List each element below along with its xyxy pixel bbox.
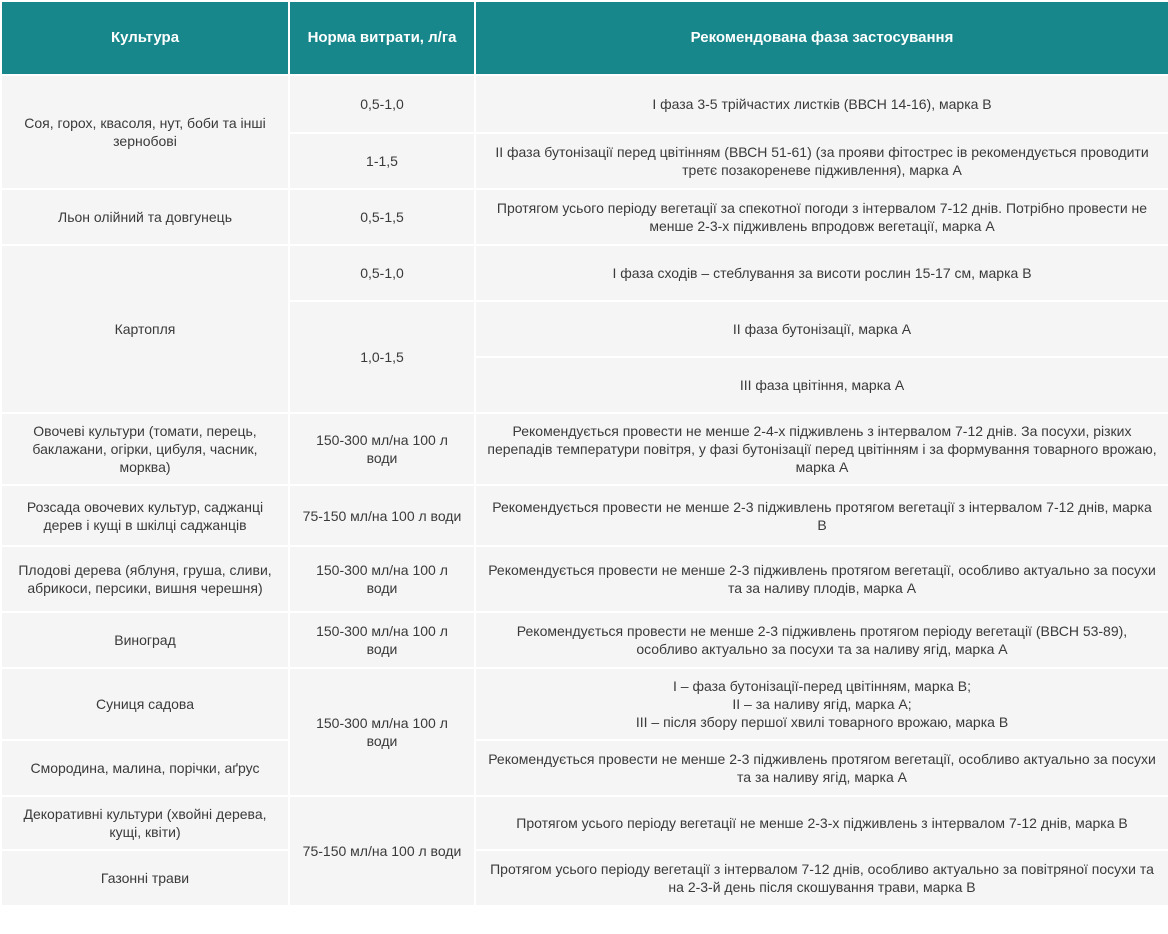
crop-cell: Газонні трави bbox=[2, 851, 288, 905]
rate-cell: 1,0-1,5 bbox=[290, 302, 474, 412]
phase-cell: Рекомендується провести не менше 2-3 підживлень протягом вегетації, особливо актуально за посухи та за наливу ягід, марка А bbox=[476, 741, 1168, 795]
rate-cell: 75-150 мл/на 100 л води bbox=[290, 486, 474, 545]
rate-cell: 0,5-1,5 bbox=[290, 190, 474, 244]
rate-cell: 75-150 мл/на 100 л води bbox=[290, 797, 474, 905]
crop-cell: Картопля bbox=[2, 246, 288, 412]
table-row bbox=[2, 246, 1168, 300]
rate-cell: 1-1,5 bbox=[290, 134, 474, 188]
phase-cell: I фаза сходів – стеблування за висоти рослин 15-17 см, марка В bbox=[476, 246, 1168, 300]
phase-line: III – після збору першої хвилі товарного врожаю, марка В bbox=[635, 714, 1009, 730]
rate-cell: 150-300 мл/на 100 л води bbox=[290, 414, 474, 484]
rate-cell: 0,5-1,0 bbox=[290, 76, 474, 132]
phase-cell: I фаза 3-5 трійчастих листків (ВВСН 14-16), марка В bbox=[476, 76, 1168, 132]
header-rate: Норма витрати, л/га bbox=[290, 2, 474, 74]
phase-cell: Рекомендується провести не менше 2-3 підживлень протягом періоду вегетації (ВВСН 53-89), особливо актуально за посухи та за наливу ягід, марка А bbox=[476, 613, 1168, 667]
header-phase: Рекомендована фаза застосування bbox=[476, 2, 1168, 74]
phase-cell: Рекомендується провести не менше 2-4-х підживлень з інтервалом 7-12 днів. За посухи, різких перепадів температури повітря, у фазі бутонізації перед цвітінням і за формування товарного врожаю, марка А bbox=[476, 414, 1168, 484]
table-row bbox=[2, 486, 1168, 545]
table-header-row bbox=[2, 2, 1168, 74]
crop-cell: Суниця садова bbox=[2, 669, 288, 739]
rate-cell: 150-300 мл/на 100 л води bbox=[290, 547, 474, 611]
table-row bbox=[2, 613, 1168, 667]
table-row bbox=[2, 547, 1168, 611]
table-row bbox=[2, 797, 1168, 849]
table-row bbox=[2, 76, 1168, 132]
table-row bbox=[2, 190, 1168, 244]
phase-cell: Протягом усього періоду вегетації за спекотної погоди з інтервалом 7-12 днів. Потрібно провести не менше 2-3-х підживлень впродовж вегетації, марка А bbox=[476, 190, 1168, 244]
crop-cell: Соя, горох, квасоля, нут, боби та інші зернобові bbox=[2, 76, 288, 188]
crop-cell: Виноград bbox=[2, 613, 288, 667]
crop-cell: Овочеві культури (томати, перець, баклажани, огірки, цибуля, часник, морква) bbox=[2, 414, 288, 484]
crop-cell: Плодові дерева (яблуня, груша, сливи, абрикоси, персики, вишня черешня) bbox=[2, 547, 288, 611]
table-row bbox=[2, 414, 1168, 484]
phase-line: I – фаза бутонізації-перед цвітінням, марка В; bbox=[673, 678, 971, 694]
header-crop: Культура bbox=[2, 2, 288, 74]
crop-cell: Декоративні культури (хвойні дерева, кущі, квіти) bbox=[2, 797, 288, 849]
rate-cell: 150-300 мл/на 100 л води bbox=[290, 669, 474, 795]
phase-cell: II фаза бутонізації, марка А bbox=[476, 302, 1168, 356]
crop-cell: Смородина, малина, порічки, аґрус bbox=[2, 741, 288, 795]
table-row bbox=[2, 669, 1168, 739]
phase-cell: Протягом усього періоду вегетації з інтервалом 7-12 днів, особливо актуально за повітряної посухи та на 2-3-й день після скошування трави, марка В bbox=[476, 851, 1168, 905]
phase-cell: III фаза цвітіння, марка А bbox=[476, 358, 1168, 412]
phase-cell: II фаза бутонізації перед цвітінням (ВВСН 51-61) (за прояви фітострес ів рекомендується проводити третє позакореневе підживлення), марка А bbox=[476, 134, 1168, 188]
rate-cell: 0,5-1,0 bbox=[290, 246, 474, 300]
phase-cell: Протягом усього періоду вегетації не менше 2-3-х підживлень з інтервалом 7-12 днів, марка В bbox=[476, 797, 1168, 849]
crop-cell: Льон олійний та довгунець bbox=[2, 190, 288, 244]
table-row bbox=[2, 851, 1168, 905]
crop-cell: Розсада овочевих культур, саджанці дерев і кущі в шкілці саджанців bbox=[2, 486, 288, 545]
phase-cell: Рекомендується провести не менше 2-3 підживлень протягом вегетації з інтервалом 7-12 днів, марка В bbox=[476, 486, 1168, 545]
phase-cell bbox=[476, 669, 1168, 739]
phase-line: II – за наливу ягід, марка А; bbox=[732, 696, 912, 712]
rate-cell: 150-300 мл/на 100 л води bbox=[290, 613, 474, 667]
phase-cell: Рекомендується провести не менше 2-3 підживлень протягом вегетації, особливо актуально за посухи та за наливу плодів, марка А bbox=[476, 547, 1168, 611]
table-row bbox=[2, 741, 1168, 795]
